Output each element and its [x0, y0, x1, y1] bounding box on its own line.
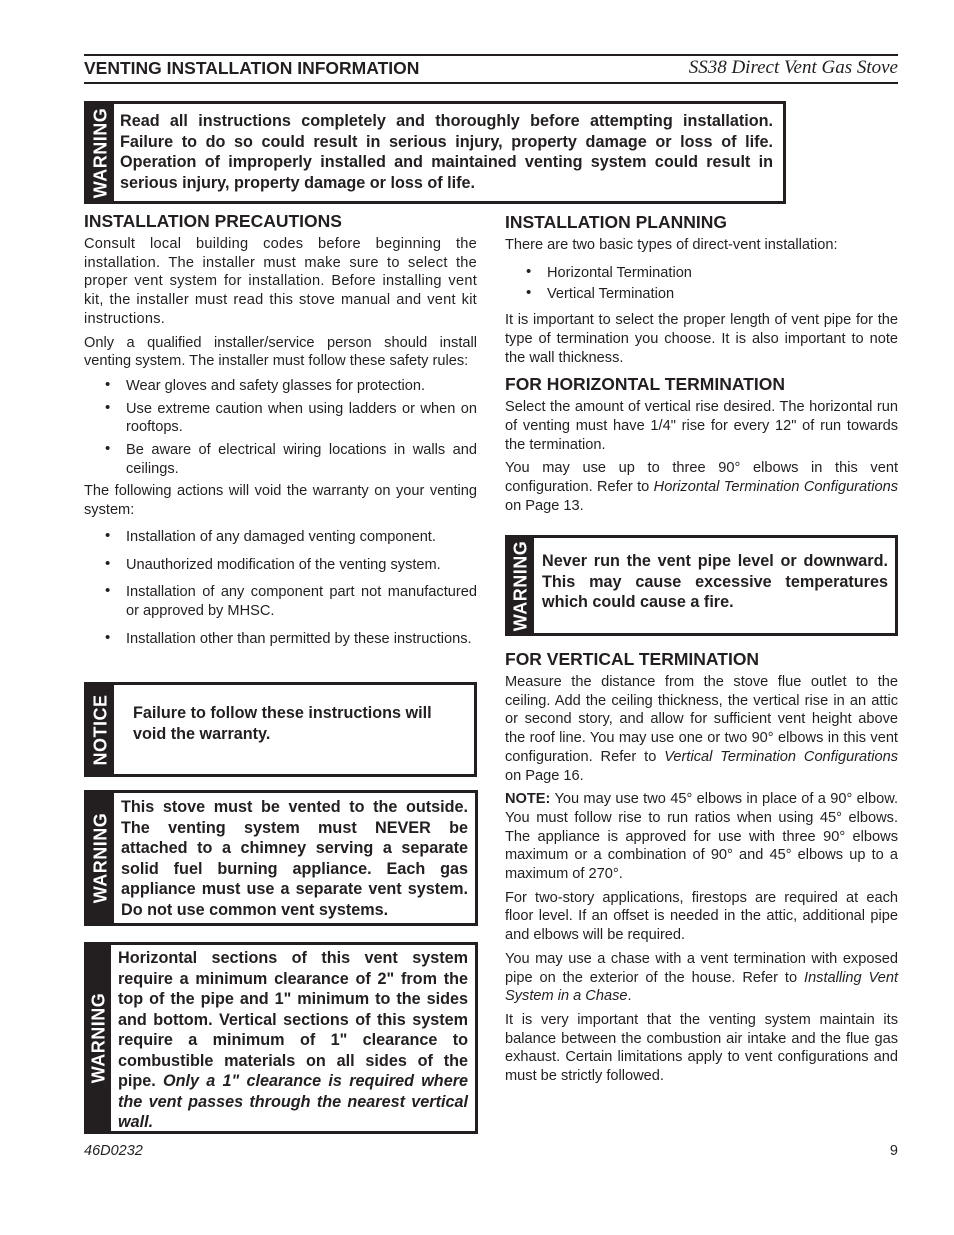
list-item: • Installation of any component part not manufactured or approved by MHSC.: [84, 583, 477, 620]
horizontal-paragraph-1: Select the amount of vertical rise desired. The horizontal run of venting must have 1/4" rise for every 12" of run towards the termination.: [505, 399, 898, 453]
product-title: SS38 Direct Vent Gas Stove: [688, 57, 898, 78]
vertical-config-reference: Vertical Termination Configurations: [664, 748, 899, 765]
planning-paragraph: It is important to select the proper length of vent pipe for the type of termination you choose. It is also important to note the wall thickness.: [505, 312, 898, 366]
warning-label-band: [508, 538, 534, 633]
horizontal-config-reference: Horizontal Termination Configurations: [653, 479, 898, 496]
horizontal-paragraph-2: You may use up to three 90° elbows in this vent configuration. Refer to Horizontal Termination Configurations on Page 13.: [505, 460, 898, 514]
notice-box: [84, 682, 477, 777]
warning-text: Never run the vent pipe level or downward. This may cause excessive temperatures which could cause a fire.: [542, 552, 888, 611]
vertical-paragraph-2: For two-story applications, firestops are required at each floor level. If an offset is needed in the attic, additional pipe and elbows will be required.: [505, 889, 898, 944]
list-item: • Installation of any damaged venting component.: [84, 528, 477, 547]
vertical-paragraph-3: You may use a chase with a vent termination with exposed pipe on the exterior of the house. Refer to Installing Vent System in a Chase.: [505, 950, 898, 1005]
vertical-note: NOTE: You may use two 45° elbows in place of a 90° elbow. You must follow rise to run ratios when using 45° elbows. The appliance is approved for use with three 90° elbows maximum or a combination of 90° and 45° elbows up to a maximum of 270°.: [505, 791, 898, 883]
warning-text: [118, 948, 468, 1133]
list-item: • Installation other than permitted by these instructions.: [84, 630, 477, 649]
list-item: • Unauthorized modification of the venting system.: [84, 556, 477, 575]
termination-types-list: [505, 264, 898, 304]
warning-text: Read all instructions completely and thoroughly before attempting installation. Failure to do so could result in serious injury, property damage or loss of life. Operation of improperly installed and maintained venting system could result in serious injury, property damage or loss of life.: [120, 112, 773, 192]
warning-label: WARNING: [90, 812, 110, 904]
warning-text-italic: Only a 1" clearance is required where the vent passes through the nearest vertical wall.: [118, 1072, 468, 1131]
void-warranty-paragraph: The following actions will void the warranty on your venting system:: [84, 483, 477, 519]
right-column-bottom: [505, 649, 898, 1091]
list-item: • Be aware of electrical wiring locations in walls and ceilings.: [84, 441, 477, 478]
planning-intro: There are two basic types of direct-vent installation:: [505, 237, 838, 253]
vertical-termination-heading: FOR VERTICAL TERMINATION: [505, 649, 760, 669]
vertical-paragraph-4: It is very important that the venting system maintain its balance between the combustion air intake and the flue gas exhaust. Certain limitations apply to vent configurations and must be strictly followed.: [505, 1011, 898, 1085]
warning-label: WARNING: [88, 992, 109, 1084]
warning-label: WARNING: [90, 107, 110, 198]
header-rule-bottom: [84, 82, 898, 84]
void-actions-list: [84, 528, 477, 649]
safety-rules-list: [84, 377, 477, 479]
list-item: • Vertical Termination: [505, 285, 898, 304]
warning-box-level: [505, 535, 898, 636]
header-rule-top: [84, 54, 898, 56]
vertical-paragraph-1: Measure the distance from the stove flue outlet to the ceiling. Add the ceiling thickness, the vertical rise in an attic or second story, and allow for sufficient vent height above the roof line. You may use one or two 90° elbows in this vent configuration. Refer to Vertical Termination Configurations on Page 16.: [505, 674, 899, 784]
warning-text-main: Horizontal sections of this vent system require a minimum clearance of 2" from the top of the pipe and 1" minimum to the sides and bottom. Vertical sections of this system require a minimum of 1" clearance to combustible materials on all sides of the pipe.: [118, 949, 468, 1090]
list-item: • Use extreme caution when using ladders or when on rooftops.: [84, 400, 477, 437]
notice-label: NOTICE: [90, 693, 110, 766]
warning-label: WARNING: [510, 540, 531, 631]
notice-label-band: [87, 685, 114, 774]
document-number: 46D0232: [84, 1143, 143, 1159]
installation-planning-heading: INSTALLATION PLANNING: [505, 212, 727, 232]
page-number: 9: [889, 1143, 898, 1159]
section-title: VENTING INSTALLATION INFORMATION: [84, 58, 420, 78]
precautions-paragraph-2: Only a qualified installer/service person should install venting system. The installer must follow these safety rules:: [84, 334, 477, 370]
horizontal-termination-heading: FOR HORIZONTAL TERMINATION: [505, 374, 785, 395]
installation-precautions-heading: INSTALLATION PRECAUTIONS: [84, 211, 342, 231]
left-column: [84, 211, 477, 652]
warning-box-vented: [84, 790, 478, 926]
warning-text: This stove must be vented to the outside. The venting system must NEVER be attached to a chimney serving a separate solid fuel burning appliance. Each gas appliance must use a separate vent system. Do not use common vent systems.: [121, 798, 468, 919]
warning-label-band: [87, 104, 114, 201]
warning-box-instructions: [84, 101, 786, 204]
notice-text: Failure to follow these instructions will void the warranty.: [133, 704, 432, 743]
precautions-paragraph-1: Consult local building codes before beginning the installation. The installer must make sure to select the proper vent system for installation. Before installing vent kit, the installer must read this stove manual and vent kit instructions.: [84, 236, 477, 327]
warning-label-band: [87, 793, 114, 923]
list-item: • Horizontal Termination: [505, 264, 898, 283]
warning-box-clearance: [84, 942, 478, 1134]
note-label: NOTE:: [505, 791, 551, 808]
chase-reference: Installing Vent System in a Chase: [505, 969, 898, 1005]
warning-label-band: [87, 945, 111, 1131]
list-item: • Wear gloves and safety glasses for protection.: [84, 377, 477, 396]
right-column-top: [505, 212, 898, 520]
